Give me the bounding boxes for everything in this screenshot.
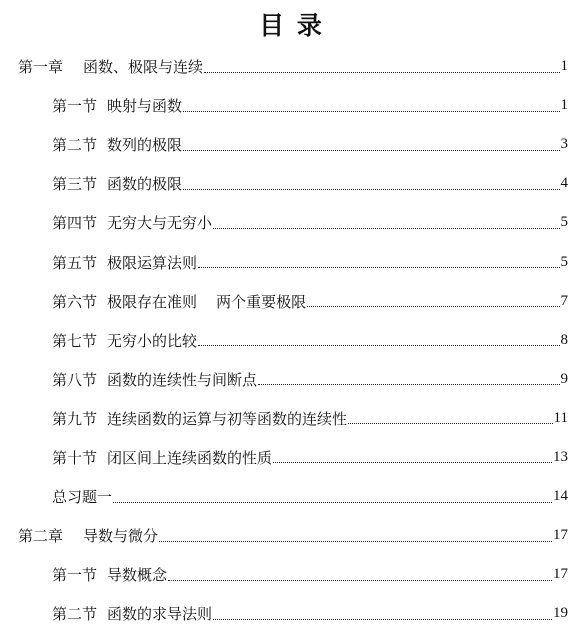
toc-entry-title: 函数、极限与连续 [83,58,204,77]
toc-entry-label [52,447,272,468]
toc-section-entry[interactable] [0,242,583,281]
toc-entry-number: 第一章 [18,58,64,77]
dot-leader [159,540,552,542]
toc-page-number: 17 [553,566,568,583]
toc-page-number: 8 [560,331,568,348]
toc-entry-label [52,408,347,429]
toc-entry-label [52,564,167,585]
toc-entry-number: 第六节 [52,292,98,311]
toc-list [0,47,583,633]
toc-entry-label [52,173,182,194]
toc-section-entry[interactable] [0,555,583,594]
toc-entry-title: 数列的极限 [107,136,183,155]
toc-entry-number: 第五节 [52,253,98,272]
toc-entry-title: 导数概念 [107,566,168,585]
toc-entry-number: 第四节 [52,214,98,233]
toc-entry-title: 函数的求导法则 [107,605,213,624]
toc-section-entry[interactable] [0,321,583,360]
toc-entry-label [52,330,197,351]
toc-entry-title: 函数的极限 [107,175,183,194]
toc-entry-number: 第一节 [52,566,98,585]
toc-entry-label [52,486,112,507]
dot-leader [213,227,559,229]
toc-entry-number: 第二节 [52,136,98,155]
dot-leader [183,188,559,190]
toc-section-entry[interactable] [0,360,583,399]
toc-page-number: 1 [560,58,568,75]
toc-page-number: 7 [560,292,568,309]
toc-entry-label [52,212,212,233]
toc-section-entry[interactable] [0,203,583,242]
toc-page-number: 5 [560,214,568,231]
toc-entry-label [52,291,306,312]
toc-section-entry[interactable] [0,594,583,633]
page-title: 目 录 [259,11,324,40]
dot-leader [204,71,559,73]
toc-entry-number: 第二章 [18,527,64,546]
toc-page-number: 17 [553,527,568,544]
toc-entry-title: 连续函数的运算与初等函数的连续性 [107,409,348,428]
toc-entry-label [52,95,182,116]
dot-leader [183,149,559,151]
dot-leader [183,110,559,112]
toc-section-entry[interactable] [0,125,583,164]
toc-entry-label [52,252,197,273]
toc-section-entry[interactable] [0,399,583,438]
toc-chapter-entry[interactable] [0,47,583,86]
dot-leader [307,305,559,307]
toc-page-number: 11 [553,409,568,426]
toc-entry-title: 无穷小的比较 [107,331,198,350]
toc-page-number: 13 [553,448,568,465]
toc-entry-number: 第一节 [52,97,98,116]
toc-entry-label [18,525,158,546]
dot-leader [168,579,552,581]
toc-entry-number: 第二节 [52,605,98,624]
toc-entry-number: 第九节 [52,409,98,428]
toc-section-entry[interactable] [0,477,583,516]
toc-entry-title: 导数与微分 [83,527,159,546]
toc-entry-title: 极限运算法则 [107,253,198,272]
dot-leader [113,501,552,503]
toc-page-number: 9 [560,370,568,387]
toc-page-number: 3 [560,136,568,153]
dot-leader [213,618,552,620]
dot-leader [348,422,553,424]
toc-entry-title: 闭区间上连续函数的性质 [107,448,273,467]
toc-chapter-entry[interactable] [0,516,583,555]
toc-entry-label [18,56,203,77]
toc-entry-label [52,603,212,624]
dot-leader [198,266,559,268]
dot-leader [258,383,559,385]
toc-section-entry[interactable] [0,164,583,203]
toc-page-number: 14 [553,488,568,505]
toc-entry-label [52,134,182,155]
toc-entry-number: 第七节 [52,331,98,350]
toc-entry-number: 第三节 [52,175,98,194]
toc-section-entry[interactable] [0,282,583,321]
toc-entry-title: 总习题一 [52,488,113,507]
toc-section-entry[interactable] [0,438,583,477]
toc-entry-title: 映射与函数 [107,97,183,116]
toc-entry-title: 无穷大与无穷小 [107,214,213,233]
toc-page-number: 1 [560,97,568,114]
toc-section-entry[interactable] [0,86,583,125]
dot-leader [273,461,552,463]
toc-page-number: 19 [553,605,568,622]
toc-entry-number: 第十节 [52,448,98,467]
toc-page-number: 5 [560,253,568,270]
toc-page-number: 4 [560,175,568,192]
dot-leader [198,344,559,346]
toc-entry-title: 函数的连续性与间断点 [107,370,258,389]
toc-entry-number: 第八节 [52,370,98,389]
toc-entry-title: 极限存在准则 两个重要极限 [107,292,307,311]
toc-entry-label [52,369,257,390]
